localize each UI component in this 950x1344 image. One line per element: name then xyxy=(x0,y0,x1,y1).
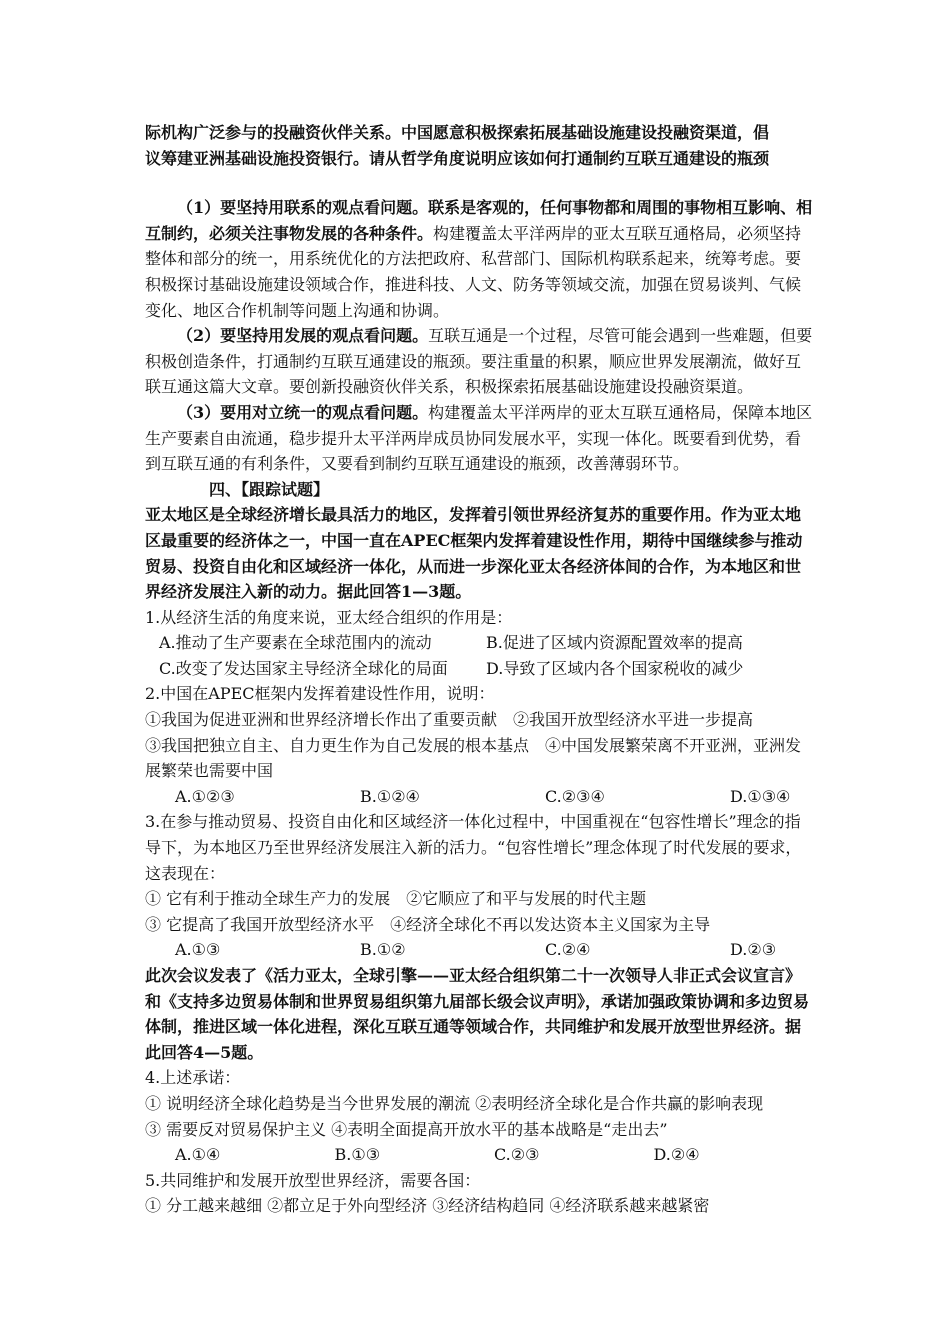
q1-stem: 1.从经济生活的角度来说，亚太经合组织的作用是： xyxy=(145,607,513,627)
intro-line-1: 际机构广泛参与的投融资伙伴关系。中国愿意积极探索拓展基础设施建设投融资渠道，倡 xyxy=(145,123,770,142)
q1-options-row-2 xyxy=(145,656,813,682)
answer-3-lead: （3）要用对立统一的观点看问题。 xyxy=(177,402,429,422)
q4-statements-1: ① 说明经济全球化趋势是当今世界发展的潮流 ②表明经济全球化是合作共赢的影响表现 xyxy=(145,1093,764,1113)
answer-2 xyxy=(145,323,813,400)
q2-option-d[interactable]: D.①③④ xyxy=(730,786,791,806)
document-page xyxy=(145,120,813,1219)
answer-2-body: 互联互通是一个过程，尽管可能会遇到一些难题，但要积极创造条件，打通制约互联互通建设的瓶颈。要注重量的积累，顺应世界发展潮流，做好互联互通这篇大文章。要创新投融资伙伴关系，积极探索拓展基础设施建设投融资渠道。 xyxy=(145,326,813,397)
q5-statements-1: ① 分工越来越细 ②都立足于外向型经济 ③经济结构趋同 ④经济联系越来越紧密 xyxy=(145,1196,710,1216)
q2-option-b[interactable]: B.①②④ xyxy=(360,786,420,806)
answer-1-body: 构建覆盖太平洋两岸的亚太互联互通格局，必须坚持整体和部分的统一，用系统优化的方法把政府、私营部门、国际机构联系起来，统筹考虑。要积极探讨基础设施建设领域合作，推进科技、人文、防务等领域交流，加强在贸易谈判、气候变化、地区合作机制等问题上沟通和协调。 xyxy=(145,223,802,320)
q3-option-d[interactable]: D.②③ xyxy=(730,940,777,960)
q2-options xyxy=(145,784,813,810)
q4-stem: 4.上述承诺： xyxy=(145,1068,241,1088)
q4-option-a[interactable]: A.①④ xyxy=(175,1145,221,1165)
q1-option-b[interactable]: B.促进了区域内资源配置效率的提高 xyxy=(486,633,743,653)
q3-option-c[interactable]: C.②④ xyxy=(545,940,591,960)
q3-statements-1: ① 它有利于推动全球生产力的发展 ②它顺应了和平与发展的时代主题 xyxy=(145,889,647,909)
intro-line-2: 议筹建亚洲基础设施投资银行。请从哲学角度说明应该如何打通制约互联互通建设的瓶颈 xyxy=(145,148,770,168)
q1-option-d[interactable]: D.导致了区域内各个国家税收的减少 xyxy=(486,658,744,678)
q2-statements-1: ①我国为促进亚洲和世界经济增长作出了重要贡献 ②我国开放型经济水平进一步提高 xyxy=(145,710,754,730)
spacer xyxy=(145,171,813,195)
answer-1-lead: （1）要坚持用联系的观点看问题。联系是客观的，任何事物都和周围的事物相互影响、相互制约，必须关注事物发展的各种条件。 xyxy=(145,198,813,243)
q1-options-row-1 xyxy=(145,630,813,656)
answer-3 xyxy=(145,400,813,477)
material-1: 亚太地区是全球经济增长最具活力的地区，发挥着引领世界经济复苏的重要作用。作为亚太地区最重要的经济体之一，中国一直在APEC框架内发挥着建设性作用，期待中国继续参与推动贸易、投资自由化和区域经济一体化，从而进一步深化亚太各经济体间的合作，为本地区和世界经济发展注入新的动力。据此回答1—3题。 xyxy=(145,505,803,602)
q1-option-c[interactable]: C.改变了发达国家主导经济全球化的局面 xyxy=(159,658,448,678)
section-heading: 四、【跟踪试题】 xyxy=(209,479,330,499)
q1-option-a[interactable]: A.推动了生产要素在全球范围内的流动 xyxy=(159,633,432,653)
q3-option-b[interactable]: B.①② xyxy=(360,940,406,960)
q4-option-c[interactable]: C.②③ xyxy=(494,1145,540,1165)
answer-2-lead: （2）要坚持用发展的观点看问题。 xyxy=(177,326,429,346)
q3-stem: 3.在参与推动贸易、投资自由化和区域经济一体化过程中，中国重视在“包容性增长”理念的指导下，为本地区乃至世界经济发展注入新的活力。“包容性增长”理念体现了时代发展的要求，这表现在： xyxy=(145,812,802,883)
answer-1 xyxy=(145,195,813,323)
q2-option-c[interactable]: C.②③④ xyxy=(545,786,605,806)
q3-option-a[interactable]: A.①③ xyxy=(175,940,221,960)
answer-3-body: 构建覆盖太平洋两岸的亚太互联互通格局，保障本地区生产要素自由流通，稳步提升太平洋两岸成员协同发展水平，实现一体化。既要看到优势，看到互联互通的有利条件，又要看到制约互联互通建设的瓶颈，改善薄弱环节。 xyxy=(145,402,813,474)
q2-statements-2: ③我国把独立自主、自力更生作为自己发展的根本基点 ④中国发展繁荣离不开亚洲，亚洲发展繁荣也需要中国 xyxy=(145,735,802,781)
q5-stem: 5.共同维护和发展开放型世界经济，需要各国： xyxy=(145,1170,481,1190)
q2-option-a[interactable]: A.①②③ xyxy=(175,786,235,806)
material-2: 此次会议发表了《活力亚太，全球引擎——亚太经合组织第二十一次领导人非正式会议宣言》和《支持多边贸易体制和世界贸易组织第九届部长级会议声明》，承诺加强政策协调和多边贸易体制，推进区域一体化进程，深化互联互通等领域合作，共同维护和发展开放型世界经济。据此回答4—5题。 xyxy=(145,966,810,1062)
q2-stem: 2.中国在APEC框架内发挥着建设性作用，说明： xyxy=(145,684,495,704)
q4-option-d[interactable]: D.②④ xyxy=(653,1145,700,1165)
q4-options xyxy=(145,1142,813,1168)
q4-option-b[interactable]: B.①③ xyxy=(334,1145,381,1165)
q3-options xyxy=(145,937,813,963)
q3-statements-2: ③ 它提高了我国开放型经济水平 ④经济全球化不再以发达资本主义国家为主导 xyxy=(145,914,711,934)
q4-statements-2: ③ 需要反对贸易保护主义 ④表明全面提高开放水平的基本战略是“走出去” xyxy=(145,1119,668,1139)
